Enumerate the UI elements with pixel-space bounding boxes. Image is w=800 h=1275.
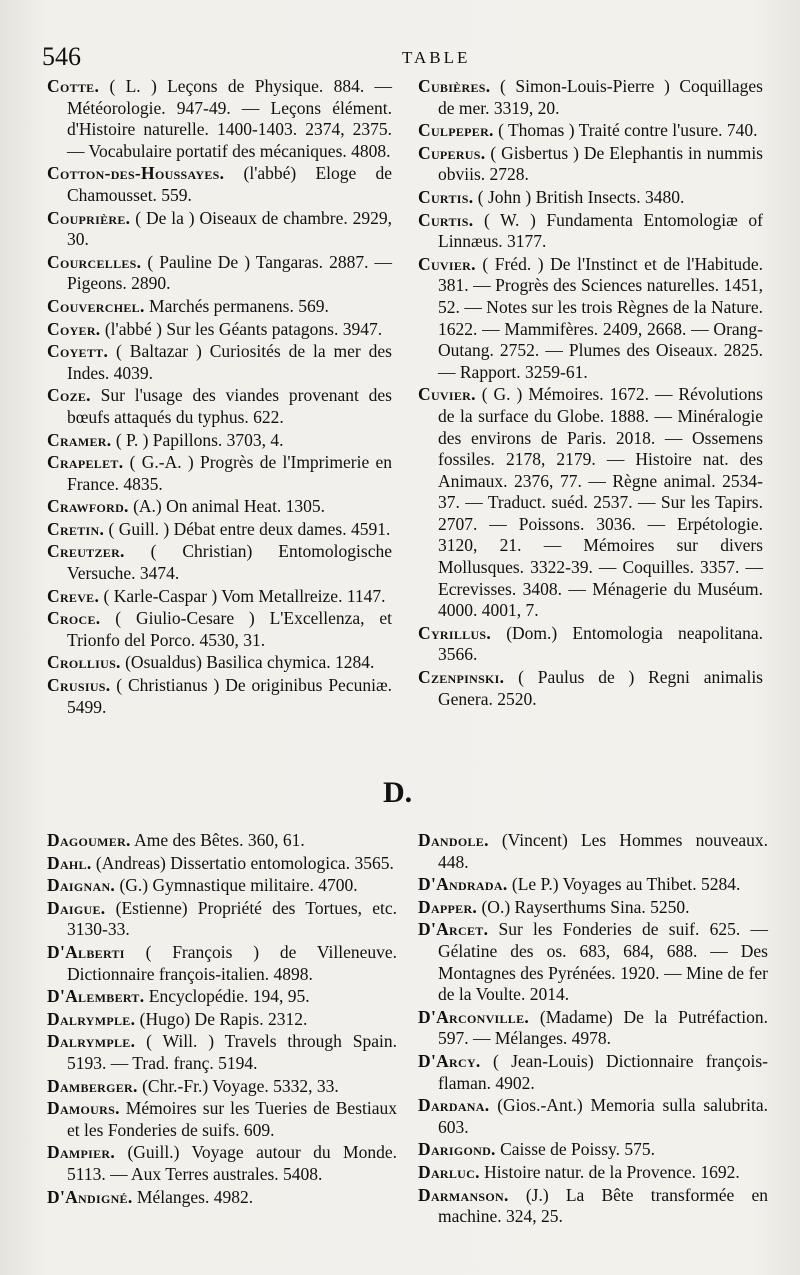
index-entry	[418, 254, 763, 384]
index-entry	[418, 384, 763, 622]
entry-text: (Gios.-Ant.) Memoria sulla salubrita. 603.	[438, 1095, 768, 1137]
entry-heading: Couverchel.	[47, 295, 145, 316]
entry-heading: Coze.	[47, 385, 91, 406]
entry-text: ( Baltazar ) Curiosités de la mer des Indes. 4039.	[67, 341, 392, 383]
index-column-c-right	[418, 76, 763, 711]
entry-text: ( G.-A. ) Progrès de l'Imprimerie en France. 4835.	[67, 452, 392, 494]
entry-heading: Croce.	[47, 608, 101, 629]
index-entry	[47, 319, 392, 341]
index-entry	[47, 675, 392, 718]
entry-heading: Cotte.	[47, 76, 100, 96]
index-entry	[47, 296, 392, 318]
entry-text: ( Christianus ) De originibus Pecuniæ. 5499.	[67, 675, 392, 717]
entry-heading: Dahl.	[47, 852, 92, 873]
entry-heading: Daigue.	[47, 897, 106, 918]
entry-text: ( Gisbertus ) De Elephantis in nummis obviis. 2728.	[438, 142, 763, 185]
entry-text: (Madame) De la Putréfaction. 597. — Mélanges. 4978.	[438, 1006, 768, 1049]
entry-text: Encyclopédie. 194, 95.	[144, 986, 310, 1007]
entry-heading: Coyett.	[47, 341, 109, 362]
entry-heading: Dalrymple.	[47, 1008, 136, 1029]
entry-text: Sur l'usage des viandes provenant des bœufs attaqués du typhus. 622.	[67, 385, 392, 427]
entry-text: (J.) La Bête transformée en machine. 324, 25.	[438, 1184, 768, 1227]
entry-text: (Le P.) Voyages au Thibet. 5284.	[507, 874, 741, 895]
entry-text: (Chr.-Fr.) Voyage. 5332, 33.	[137, 1075, 339, 1096]
entry-heading: Damberger.	[47, 1075, 138, 1096]
entry-heading: Darigond.	[418, 1139, 496, 1160]
entry-text: Marchés permanens. 569.	[144, 295, 329, 316]
index-entry	[418, 1185, 768, 1228]
index-entry	[418, 830, 768, 873]
entry-text: ( G. ) Mémoires. 1672. — Révolutions de la surface du Globe. 1888. — Minéralogie des environs de Paris. 2018. — Ossemens fossiles. 2178, 2179. — Histoire nat. des Animaux. 2376, 77. — Règne animal. 2534-37. — Traduct. suéd. 2537. — Sur les Tapirs. 2707. — Poissons. 3036. — Erpétologie. 3120, 21. — Mémoires sur divers Mollusques. 3322-39. — Coquilles. 3357. — Ecrevisses. 3408. — Ménagerie du Muséum. 4000. 4001, 7.	[438, 384, 763, 621]
index-entry	[418, 1162, 768, 1184]
entry-heading: Crawford.	[47, 496, 129, 517]
index-entry	[47, 1031, 397, 1074]
entry-heading: Curtis.	[418, 209, 474, 230]
entry-text: ( François ) de Villeneuve. Dictionnaire françois-italien. 4898.	[67, 941, 397, 984]
index-entry	[47, 252, 392, 295]
entry-heading: Creutzer.	[47, 541, 125, 562]
index-entry	[47, 385, 392, 428]
index-entry	[47, 430, 392, 452]
index-entry	[418, 667, 763, 710]
index-entry	[418, 76, 763, 119]
entry-heading: Darmanson.	[418, 1184, 509, 1205]
index-column-d-right	[418, 830, 768, 1229]
entry-text: (Dom.) Entomologia neapolitana. 3566.	[438, 622, 763, 665]
index-entry	[47, 519, 392, 541]
entry-heading: D'Arconville.	[418, 1006, 530, 1027]
entry-text: ( Thomas ) Traité contre l'usure. 740.	[493, 120, 758, 141]
entry-heading: Damours.	[47, 1098, 120, 1119]
index-entry	[47, 942, 397, 985]
entry-heading: Cuvier.	[418, 253, 476, 274]
entry-heading: Cuvier.	[418, 384, 476, 405]
entry-heading: D'Arcy.	[418, 1050, 481, 1071]
index-entry	[47, 1076, 397, 1098]
entry-text: ( Giulio-Cesare ) L'Excellenza, et Trionfo del Porco. 4530, 31.	[67, 608, 392, 650]
entry-text: (l'abbé ) Sur les Géants patagons. 3947.	[100, 318, 383, 339]
index-entry	[47, 1187, 397, 1209]
entry-text: ( De la ) Oiseaux de chambre. 2929, 30.	[67, 207, 392, 250]
index-entry	[47, 1009, 397, 1031]
index-entry	[418, 210, 763, 253]
entry-text: ( Simon-Louis-Pierre ) Coquillages de mer. 3319, 20.	[438, 76, 763, 118]
index-entry	[47, 496, 392, 518]
index-entry	[47, 208, 392, 251]
entry-heading: D'Alembert.	[47, 986, 145, 1007]
entry-heading: Darluc.	[418, 1161, 480, 1182]
entry-text: ( Christian) Entomologische Versuche. 3474.	[67, 541, 392, 584]
entry-text: (Hugo) De Rapis. 2312.	[135, 1008, 308, 1029]
index-entry	[47, 898, 397, 941]
index-entry	[418, 897, 768, 919]
entry-text: (Estienne) Propriété des Tortues, etc. 3130-33.	[67, 897, 397, 940]
index-entry	[47, 608, 392, 651]
entry-text: (l'abbé) Eloge de Chamousset. 559.	[67, 163, 392, 205]
entry-text: ( Paulus de ) Regni animalis Genera. 2520.	[438, 667, 763, 709]
entry-text: (Guill.) Voyage autour du Monde. 5113. — Aux Terres australes. 5408.	[67, 1142, 397, 1184]
index-entry	[418, 187, 763, 209]
entry-heading: Cyrillus.	[418, 622, 492, 643]
entry-heading: Cramer.	[47, 429, 112, 450]
entry-heading: Dalrymple.	[47, 1031, 136, 1052]
entry-text: (G.) Gymnastique militaire. 4700.	[115, 875, 358, 896]
entry-heading: Cretin.	[47, 518, 105, 539]
index-entry	[47, 586, 392, 608]
entry-text: Ame des Bêtes. 360, 61.	[130, 830, 305, 850]
entry-text: (Osualdus) Basilica chymica. 1284.	[120, 652, 375, 673]
index-entry	[47, 541, 392, 584]
entry-heading: Cotton-des-Houssayes.	[47, 163, 225, 184]
index-entry	[418, 1007, 768, 1050]
entry-heading: D'Andigné.	[47, 1186, 133, 1207]
entry-heading: Courcelles.	[47, 251, 142, 272]
entry-heading: D'Andrada.	[418, 874, 508, 895]
entry-text: (Andreas) Dissertatio entomologica. 3565.	[91, 852, 394, 873]
entry-text: ( L. ) Leçons de Physique. 884. — Météorologie. 947-49. — Leçons élément. d'Histoire naturelle. 1400-1403. 2374, 2375. — Vocabulaire portatif des mécaniques. 4808.	[67, 76, 392, 161]
entry-heading: Cubières.	[418, 76, 491, 96]
entry-heading: Czenpinski.	[418, 667, 505, 688]
index-entry	[418, 1139, 768, 1161]
entry-heading: Dagoumer.	[47, 830, 131, 850]
entry-heading: Crollius.	[47, 652, 121, 673]
entry-text: (A.) On animal Heat. 1305.	[128, 496, 326, 517]
section-letter: D.	[383, 776, 413, 809]
index-entry	[47, 1142, 397, 1185]
index-entry	[47, 341, 392, 384]
index-entry	[418, 1095, 768, 1138]
index-entry	[418, 120, 763, 142]
entry-text: ( P. ) Papillons. 3703, 4.	[111, 429, 284, 450]
entry-heading: Dampier.	[47, 1142, 116, 1163]
index-entry	[47, 875, 397, 897]
entry-heading: Creve.	[47, 585, 100, 606]
index-entry	[47, 452, 392, 495]
index-entry	[47, 1098, 397, 1141]
entry-text: ( Will. ) Travels through Spain. 5193. — Trad. franç. 5194.	[67, 1031, 397, 1073]
entry-heading: Dapper.	[418, 896, 478, 917]
index-column-c-left	[47, 76, 392, 719]
index-entry	[418, 623, 763, 666]
page-number: 546	[42, 42, 81, 71]
entry-text: (O.) Rayserthums Sina. 5250.	[477, 896, 690, 917]
entry-text: ( Guill. ) Débat entre deux dames. 4591.	[104, 518, 391, 539]
index-entry	[418, 1051, 768, 1094]
entry-text: ( Pauline De ) Tangaras. 2887. — Pigeons. 2890.	[67, 251, 392, 294]
index-entry	[418, 874, 768, 896]
index-entry	[47, 652, 392, 674]
entry-heading: Culpeper.	[418, 120, 494, 141]
entry-text: Histoire natur. de la Provence. 1692.	[479, 1161, 740, 1182]
page-header	[42, 40, 762, 74]
entry-text: Mélanges. 4982.	[132, 1186, 254, 1207]
entry-heading: Daignan.	[47, 875, 116, 896]
entry-heading: Crusius.	[47, 675, 111, 696]
index-entry	[47, 830, 397, 852]
index-entry	[418, 143, 763, 186]
entry-heading: Dandole.	[418, 830, 489, 850]
entry-text: ( John ) British Insects. 3480.	[473, 186, 685, 207]
index-entry	[47, 853, 397, 875]
running-head: TABLE	[402, 48, 471, 67]
entry-heading: D'Arcet.	[418, 919, 489, 940]
index-entry	[47, 76, 392, 162]
entry-text: Caisse de Poissy. 575.	[495, 1139, 656, 1160]
index-entry	[47, 163, 392, 206]
index-entry	[418, 919, 768, 1005]
entry-heading: Cuperus.	[418, 142, 486, 163]
index-column-d-left	[47, 830, 397, 1209]
entry-text: ( Jean-Louis) Dictionnaire françois-flaman. 4902.	[438, 1050, 768, 1093]
entry-heading: Dardana.	[418, 1095, 490, 1116]
entry-heading: D'Alberti	[47, 941, 125, 962]
entry-text: Sur les Fonderies de suif. 625. — Gélatine des os. 683, 684, 688. — Des Montagnes des Pyrénées. 1920. — Mine de fer de la Voulte. 2014.	[438, 919, 768, 1005]
entry-text: ( Fréd. ) De l'Instinct et de l'Habitude. 381. — Progrès des Sciences naturelles. 1451, 52. — Notes sur les trois Règnes de la Nature. 1622. — Mammifères. 2409, 2668. — Orang-Outang. 2752. — Plumes des Oiseaux. 2825. — Rapport. 3259-61.	[438, 253, 763, 382]
entry-text: ( Karle-Caspar ) Vom Metallreize. 1147.	[99, 585, 386, 606]
index-entry	[47, 986, 397, 1008]
entry-text: (Vincent) Les Hommes nouveaux. 448.	[438, 830, 768, 872]
entry-text: ( W. ) Fundamenta Entomologiæ of Linnæus. 3177.	[438, 209, 763, 252]
entry-heading: Crapelet.	[47, 452, 124, 473]
entry-heading: Coyer.	[47, 318, 101, 339]
entry-text: Mémoires sur les Tueries de Bestiaux et les Fonderies de suifs. 609.	[67, 1098, 397, 1140]
entry-heading: Curtis.	[418, 186, 474, 207]
entry-heading: Couprière.	[47, 207, 131, 228]
